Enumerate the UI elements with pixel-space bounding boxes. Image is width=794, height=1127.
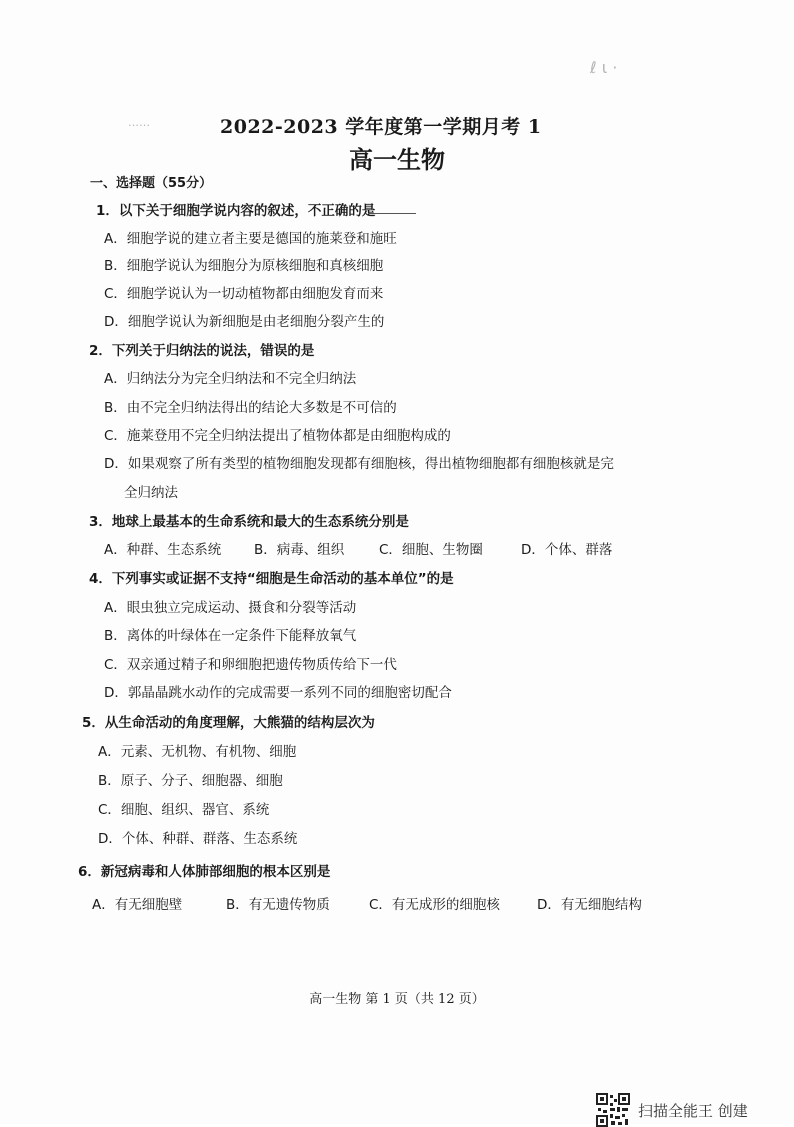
option: A．眼虫独立完成运动、摄食和分裂等活动 [104, 600, 357, 616]
option: B．细胞学说认为细胞分为原核细胞和真核细胞 [104, 258, 384, 274]
option: A．有无细胞壁 [92, 897, 183, 913]
section-heading: 一、选择题（55分） [90, 176, 213, 191]
option: D．郭晶晶跳水动作的完成需要一系列不同的细胞密切配合 [104, 685, 452, 701]
option: A．细胞学说的建立者主要是德国的施莱登和施旺 [104, 231, 397, 247]
question-stem: 5．从生命活动的角度理解，大熊猫的结构层次为 [82, 715, 375, 731]
question-stem: 1．以下关于细胞学说内容的叙述，不正确的是 [96, 203, 376, 219]
option: A．归纳法分为完全归纳法和不完全归纳法 [104, 371, 357, 387]
option: D．细胞学说认为新细胞是由老细胞分裂产生的 [104, 314, 385, 330]
option-row [92, 893, 642, 913]
option: C．施莱登用不完全归纳法提出了植物体都是由细胞构成的 [104, 428, 451, 444]
option: B．由不完全归纳法得出的结论大多数是不可信的 [104, 400, 397, 416]
option: C．细胞、组织、器官、系统 [98, 802, 270, 818]
option: D．个体、群落 [521, 542, 613, 558]
option: C．细胞、生物圈 [379, 542, 483, 558]
option: A．种群、生态系统 [104, 542, 222, 558]
option: B．病毒、组织 [254, 542, 345, 558]
option: B．原子、分子、细胞器、细胞 [98, 773, 283, 789]
option: D．有无细胞结构 [537, 897, 642, 913]
title-row [120, 112, 680, 138]
scan-artifact: …… [128, 116, 150, 129]
question-stem: 4．下列事实或证据不支持“细胞是生命活动的基本单位”的是 [89, 571, 454, 587]
scan-artifact: ℓ ι · [590, 58, 618, 77]
scanner-label: 扫描全能王 创建 [638, 1101, 748, 1120]
option: C．有无成形的细胞核 [369, 897, 500, 913]
question-stem: 2．下列关于归纳法的说法，错误的是 [89, 343, 315, 359]
pen-underline [368, 213, 416, 214]
option-row [104, 538, 612, 558]
option: C．双亲通过精子和卵细胞把遗传物质传给下一代 [104, 657, 397, 673]
subject-title: 高一生物 [349, 145, 445, 174]
option: D．个体、种群、群落、生态系统 [98, 831, 298, 847]
question-stem: 3．地球上最基本的生命系统和最大的生态系统分别是 [89, 514, 409, 530]
exam-title: 2022-2023 学年度第一学期月考 1 [220, 116, 542, 138]
option: B．离体的叶绿体在一定条件下能释放氧气 [104, 628, 357, 644]
option-continuation: 全归纳法 [124, 485, 178, 501]
scanner-watermark [596, 1093, 748, 1127]
page-footer: 高一生物 第 1 页（共 12 页） [309, 992, 485, 1007]
question-stem: 6．新冠病毒和人体肺部细胞的根本区别是 [78, 864, 331, 880]
option: A．元素、无机物、有机物、细胞 [98, 744, 297, 760]
option: B．有无遗传物质 [226, 897, 330, 913]
option: C．细胞学说认为一切动植物都由细胞发育而来 [104, 286, 384, 302]
option: D．如果观察了所有类型的植物细胞发现都有细胞核，得出植物细胞都有细胞核就是完 [104, 456, 614, 472]
qr-code-icon [596, 1093, 630, 1127]
